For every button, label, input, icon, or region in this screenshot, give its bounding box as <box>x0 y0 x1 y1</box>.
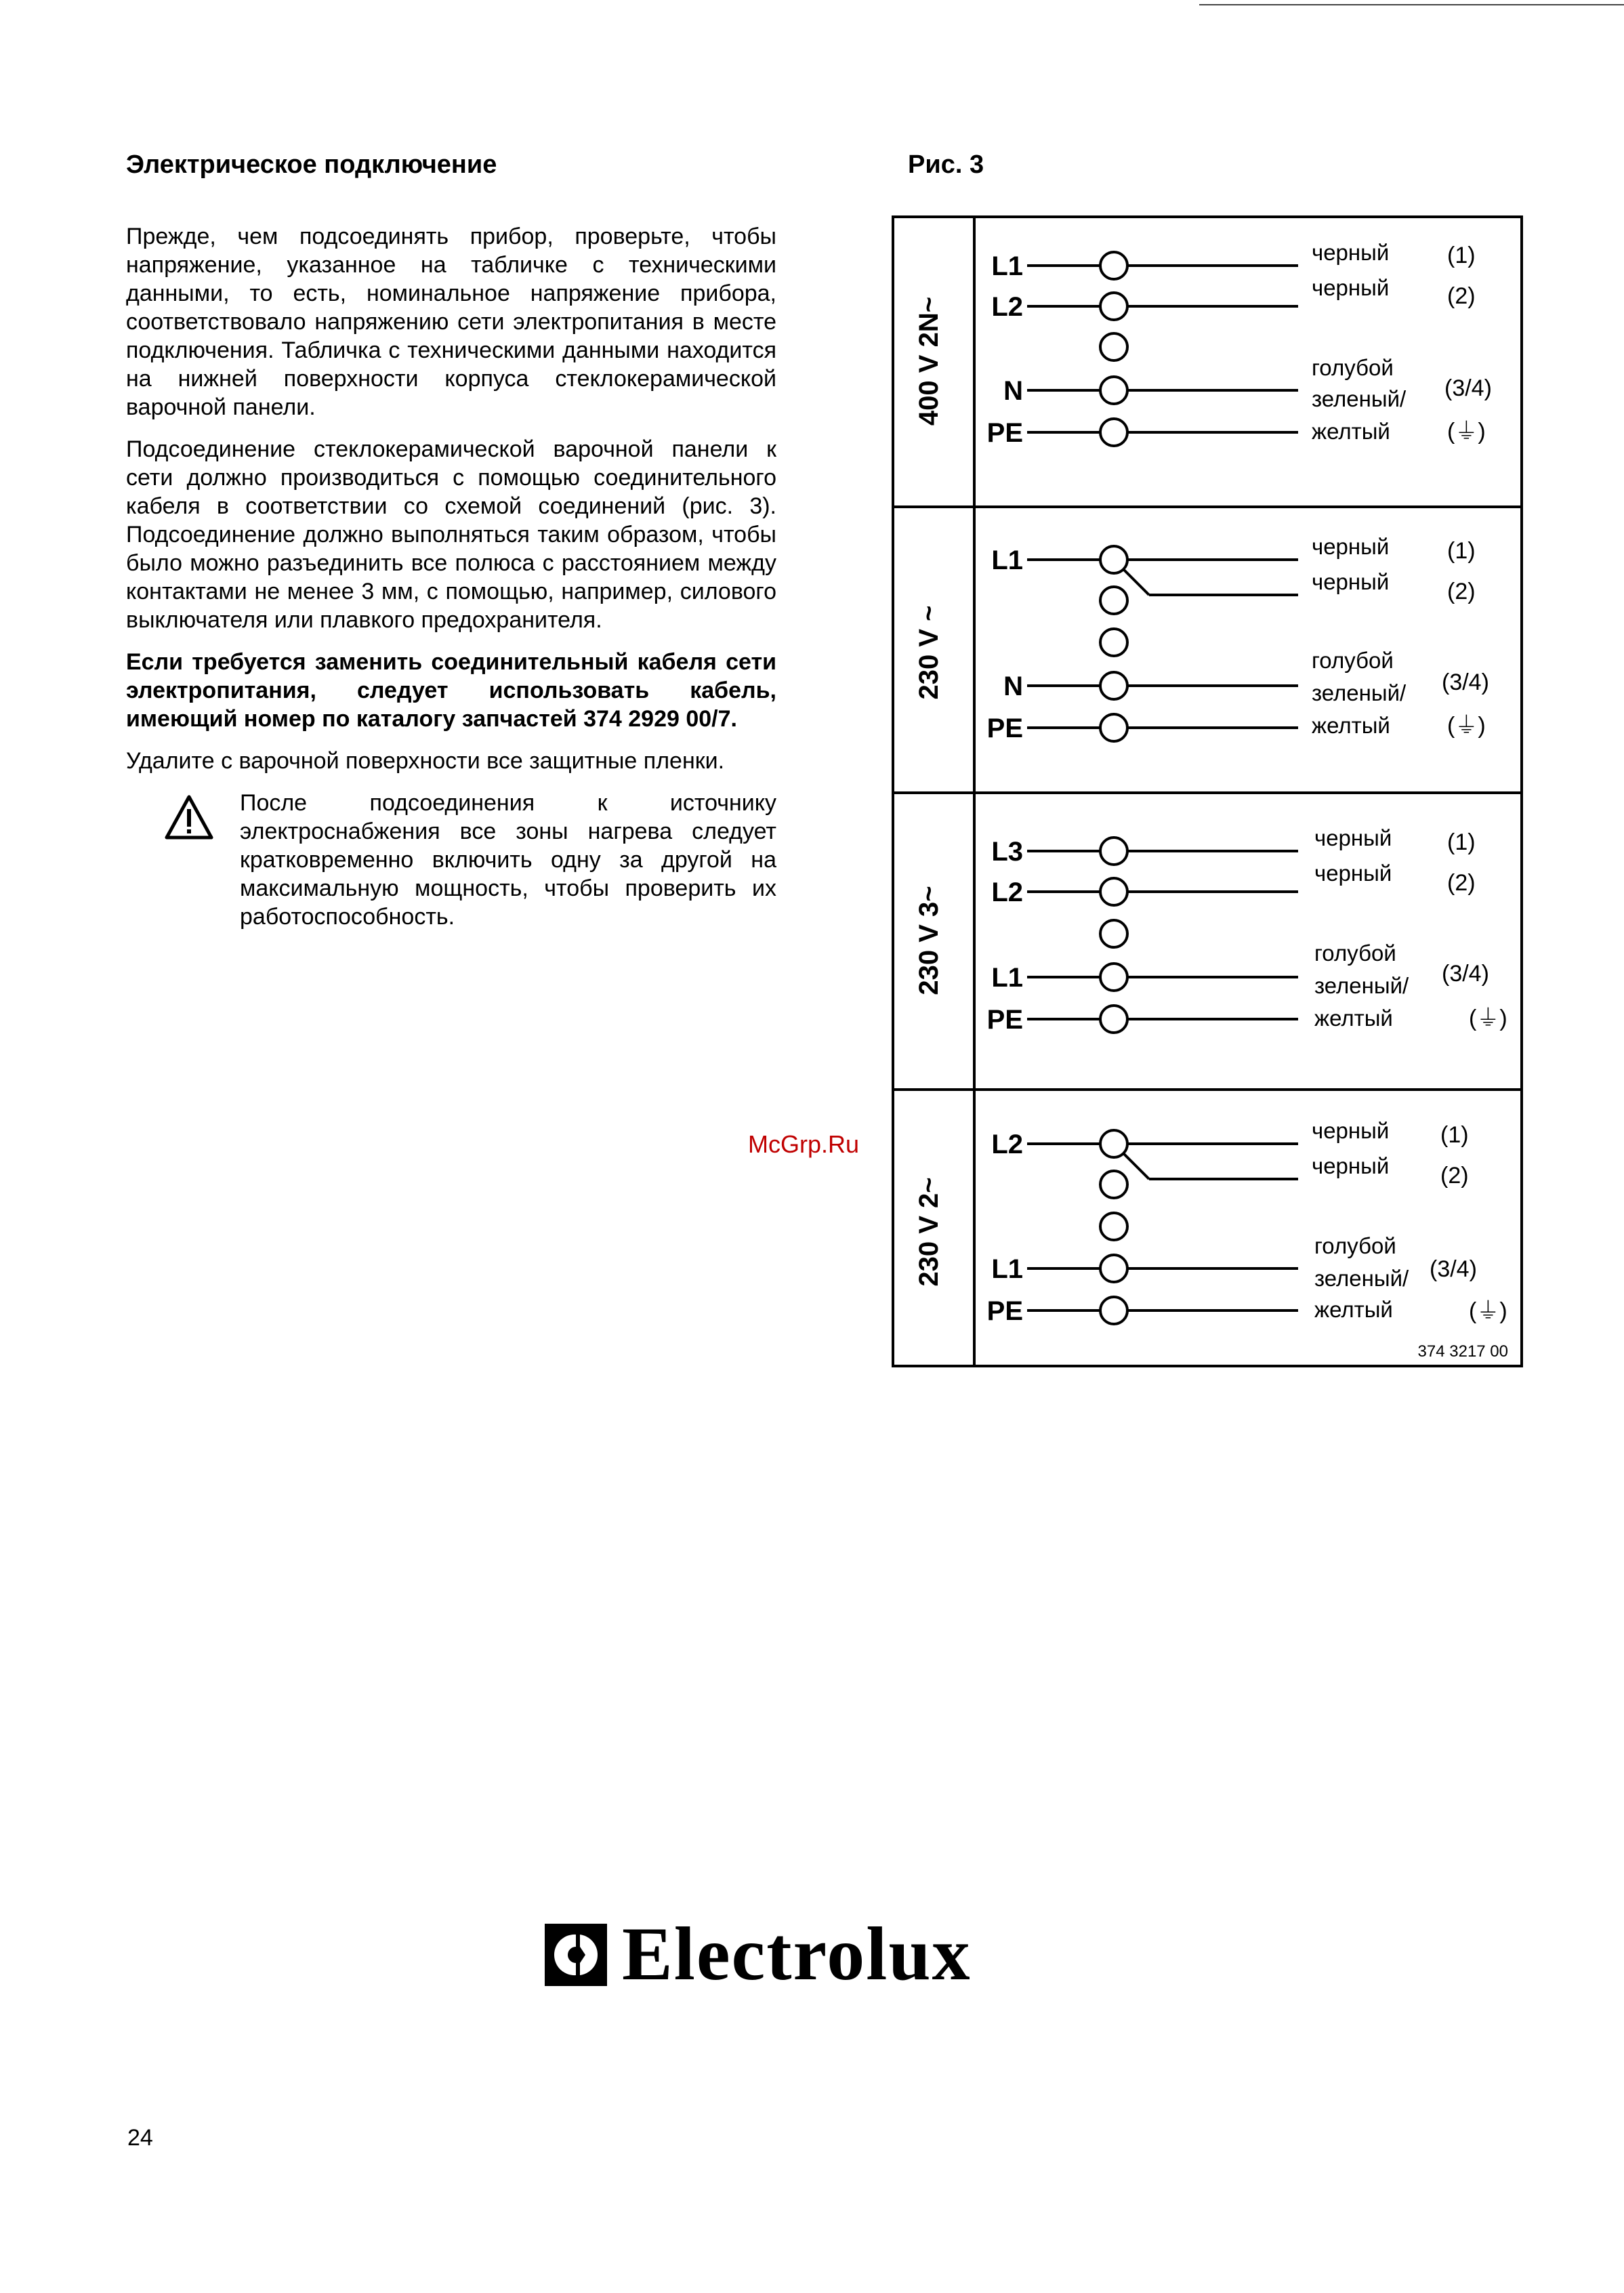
ground-symbol: (⏚) <box>1447 419 1486 445</box>
wire-number: (1) <box>1447 243 1476 268</box>
terminal-label: N <box>1003 376 1023 406</box>
section-4 <box>914 1118 1508 1361</box>
wire-color: черный <box>1312 1118 1390 1143</box>
wire-color: черный <box>1312 569 1390 594</box>
terminal-label: L1 <box>991 963 1023 993</box>
logo-text: Electrolux <box>622 1912 972 1996</box>
terminal-label: PE <box>986 1005 1023 1035</box>
wire-color: желтый <box>1314 1006 1393 1031</box>
wiring-diagram <box>892 215 1528 1367</box>
terminal-label: L2 <box>991 877 1023 907</box>
page-number: 24 <box>127 2125 153 2151</box>
terminal-label: N <box>1003 672 1023 701</box>
voltage-label: 230 V 3~ <box>914 886 944 995</box>
wire-color: голубой <box>1314 941 1396 966</box>
terminal-label: L2 <box>991 292 1023 322</box>
wire-number: (3/4) <box>1444 375 1492 401</box>
terminal-label: PE <box>986 714 1023 743</box>
voltage-label: 230 V 2~ <box>914 1177 944 1287</box>
terminal-label: L2 <box>991 1130 1023 1159</box>
terminal-label: L1 <box>991 1254 1023 1284</box>
wire-number: (3/4) <box>1442 669 1489 695</box>
wire-number: (2) <box>1440 1163 1469 1189</box>
ground-symbol: (⏚) <box>1447 713 1486 739</box>
warning-icon <box>164 794 214 840</box>
wire-color: желтый <box>1314 1297 1393 1322</box>
watermark: McGrp.Ru <box>748 1130 860 1158</box>
electrolux-logo <box>542 1911 972 1998</box>
warning-note <box>126 789 776 931</box>
paragraph-3: Удалите с варочной поверхности все защитные пленки. <box>126 748 725 774</box>
paragraph-1: Прежде, чем подсоединять прибор, проверьте, чтобы напряжение, указанное на табличке с техническими данными, то есть, номинальное напряжение прибора, соответствовало напряжению сети электропитания в месте подключения. Табличка с техническими данными находится на нижней поверхности корпуса стеклокерамической варочной панели. <box>126 224 776 420</box>
wire-color: черный <box>1312 240 1390 265</box>
wire-color: зеленый/ <box>1314 1266 1409 1291</box>
wire-color: голубой <box>1312 355 1394 380</box>
wire-number: (2) <box>1447 579 1476 604</box>
wire-color: черный <box>1314 861 1392 886</box>
diagram-code: 374 3217 00 <box>1417 1342 1508 1361</box>
top-rule <box>1199 4 1624 5</box>
warning-text: После подсоединения к источнику электроснабжения все зоны нагрева следует кратковременно включить одну за другой на максимальную мощность, чтобы проверить их работоспособность. <box>240 790 776 930</box>
wire-number: (2) <box>1447 870 1476 896</box>
terminal-label: L1 <box>991 251 1023 281</box>
wire-color: голубой <box>1314 1233 1396 1258</box>
wire-number: (1) <box>1440 1122 1469 1148</box>
terminal-label: L3 <box>991 837 1023 867</box>
section-heading: Электрическое подключение <box>126 150 497 179</box>
wire-color: зеленый/ <box>1312 386 1407 411</box>
wire-color: черный <box>1314 825 1392 850</box>
wire-number: (3/4) <box>1430 1256 1477 1282</box>
terminal-label: L1 <box>991 545 1023 575</box>
wire-color: черный <box>1312 1153 1390 1178</box>
wire-color: желтый <box>1312 419 1390 444</box>
bold-paragraph: Если требуется заменить соединительный кабеля сети электропитания, следует использовать кабель, имеющий номер по каталогу запчастей 374 2929 00/7. <box>126 649 776 732</box>
section-2 <box>914 534 1489 743</box>
voltage-label: 230 V ~ <box>914 605 944 700</box>
wire-color: голубой <box>1312 648 1394 673</box>
section-3 <box>914 825 1507 1035</box>
wire-number: (3/4) <box>1442 961 1489 987</box>
ground-symbol: (⏚) <box>1469 1298 1507 1324</box>
wire-number: (1) <box>1447 538 1476 564</box>
wire-color: зеленый/ <box>1314 973 1409 998</box>
paragraph-2: Подсоединение стеклокерамической варочной панели к сети должно производиться с помощью соединительного кабеля в соответствии со схемой соединений (рис. 3). Подсоединение должно выполняться таким образом, чтобы было можно разъединить все полюса с расстоянием между контактами не менее 3 мм, с помощью, например, силового выключателя или плавкого предохранителя. <box>126 436 776 633</box>
terminal-label: PE <box>986 1296 1023 1326</box>
terminal-label: PE <box>986 418 1023 448</box>
wire-color: черный <box>1312 534 1390 559</box>
electrolux-logo-icon <box>542 1921 610 1989</box>
wire-number: (2) <box>1447 283 1476 309</box>
wire-color: желтый <box>1312 713 1390 738</box>
text-column <box>126 222 776 931</box>
voltage-label: 400 V 2N~ <box>914 296 944 426</box>
wire-color: зеленый/ <box>1312 680 1407 705</box>
ground-symbol: (⏚) <box>1469 1006 1507 1031</box>
wire-color: черный <box>1312 275 1390 300</box>
wire-number: (1) <box>1447 829 1476 855</box>
figure-label: Рис. 3 <box>908 150 984 179</box>
section-1 <box>914 240 1492 448</box>
